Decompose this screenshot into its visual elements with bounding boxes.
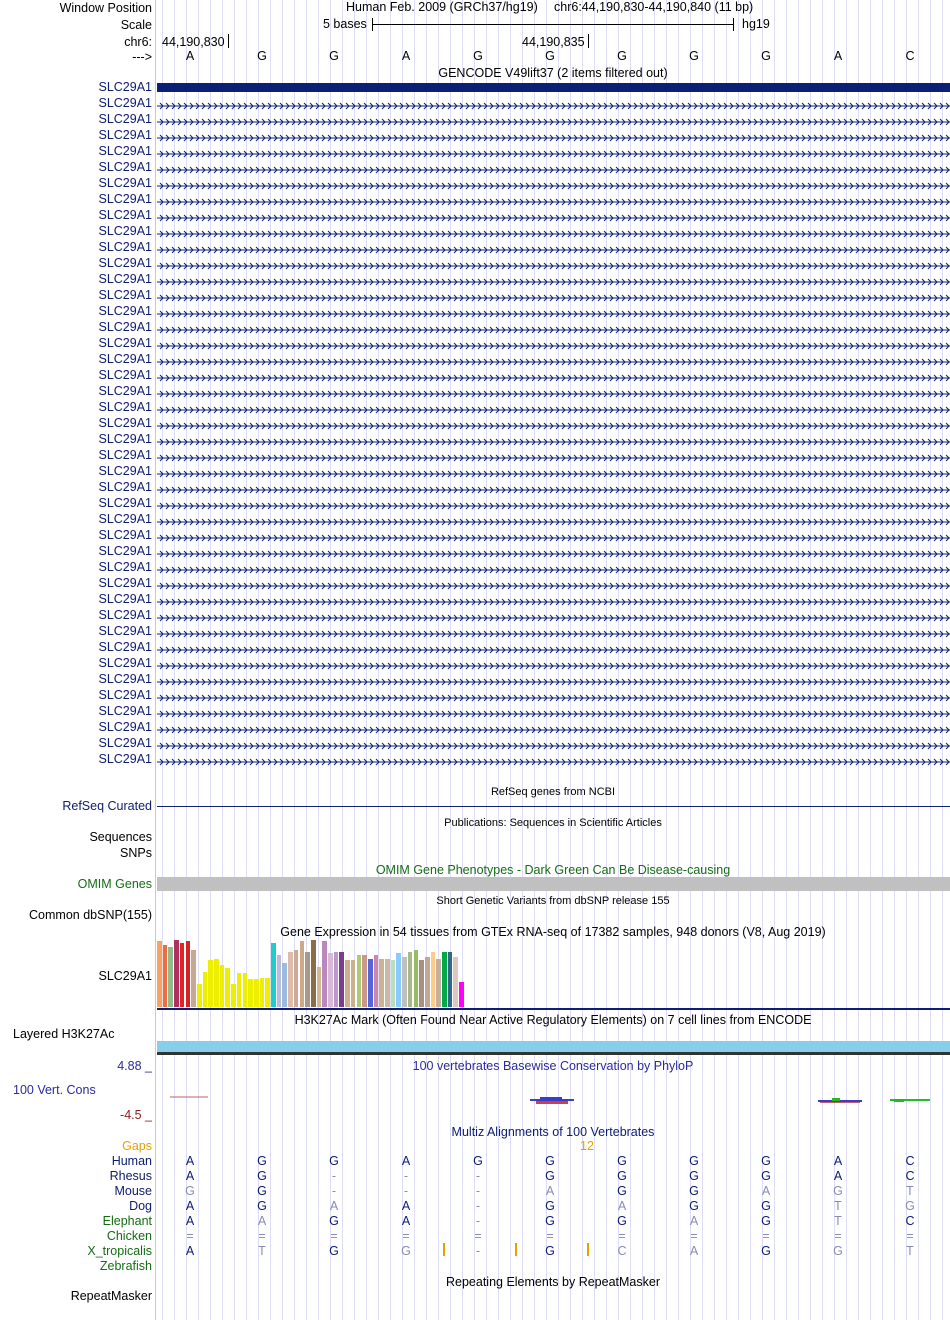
omim-title[interactable]: OMIM Gene Phenotypes - Dark Green Can Be Disease-causing — [375, 863, 731, 877]
h3k27ac-title[interactable]: H3K27Ac Mark (Often Found Near Active Regulatory Elements) on 7 cell lines from ENCODE — [294, 1013, 812, 1027]
h3k27ac-signal[interactable] — [157, 1041, 950, 1052]
gtex-tissue-bar[interactable] — [402, 957, 407, 1007]
alignment-base: A — [689, 1244, 699, 1258]
scale-text: 5 bases — [323, 17, 367, 31]
alignment-base: T — [834, 1199, 842, 1213]
alignment-base: A — [257, 1214, 267, 1228]
alignment-base: T — [906, 1184, 914, 1198]
publications-title[interactable]: Publications: Sequences in Scientific Articles — [444, 817, 662, 829]
gtex-tissue-bar[interactable] — [214, 959, 219, 1007]
gtex-tissue-bar[interactable] — [391, 960, 396, 1007]
gencode-transcript-track[interactable] — [157, 243, 950, 257]
coord-label-2: 44,190,835 — [522, 35, 585, 49]
gencode-transcript-track[interactable] — [157, 691, 950, 705]
gencode-transcript-track[interactable] — [157, 115, 950, 129]
omim-bar[interactable] — [157, 877, 950, 891]
gencode-transcript-track[interactable] — [157, 563, 950, 577]
gencode-transcript-track[interactable] — [157, 403, 950, 417]
publications-sequences-label[interactable]: Sequences — [89, 830, 152, 844]
gtex-tissue-bar[interactable] — [225, 968, 230, 1007]
sequence-base: G — [257, 49, 267, 63]
gtex-tissue-bar[interactable] — [260, 978, 265, 1007]
alignment-base: G — [761, 1154, 771, 1168]
alignment-base: - — [403, 1169, 409, 1183]
sequence-base: A — [185, 49, 195, 63]
gencode-transcript-label[interactable]: SLC29A1 — [98, 96, 152, 110]
alignment-base: G — [545, 1154, 555, 1168]
gencode-transcript-track[interactable] — [157, 499, 950, 513]
gencode-transcript-track[interactable] — [157, 451, 950, 465]
alignment-base: G — [833, 1184, 843, 1198]
alignment-base: A — [185, 1169, 195, 1183]
species-label[interactable]: Rhesus — [109, 1169, 152, 1183]
alignment-base: A — [545, 1184, 555, 1198]
sequence-base: G — [761, 49, 771, 63]
gtex-tissue-bar[interactable] — [425, 957, 430, 1007]
multiz-title[interactable]: Multiz Alignments of 100 Vertebrates — [451, 1125, 655, 1139]
gencode-transcript-label[interactable]: SLC29A1 — [98, 480, 152, 494]
gtex-tissue-bar[interactable] — [168, 947, 173, 1007]
gtex-tissue-bar[interactable] — [408, 952, 413, 1007]
alignment-base: = — [618, 1229, 626, 1243]
gtex-tissue-bar[interactable] — [237, 973, 242, 1007]
gtex-tissue-bar[interactable] — [322, 941, 327, 1007]
gtex-tissue-bar[interactable] — [334, 952, 339, 1007]
phylop-label[interactable]: 100 Vert. Cons — [13, 1083, 96, 1097]
alignment-base: A — [185, 1244, 195, 1258]
gtex-label[interactable]: SLC29A1 — [98, 969, 152, 983]
gencode-transcript-label[interactable]: SLC29A1 — [98, 448, 152, 462]
alignment-base: = — [906, 1229, 914, 1243]
gencode-transcript-track[interactable] — [157, 723, 950, 737]
gencode-transcript-track[interactable] — [157, 371, 950, 385]
gencode-transcript-label[interactable]: SLC29A1 — [98, 192, 152, 206]
scale-label[interactable]: Scale — [120, 18, 152, 32]
gencode-transcript-track[interactable] — [157, 323, 950, 337]
species-label[interactable]: Human — [111, 1154, 152, 1168]
gencode-transcript-label[interactable]: SLC29A1 — [98, 320, 152, 334]
gtex-tissue-bar[interactable] — [414, 950, 419, 1007]
gtex-tissue-bar[interactable] — [277, 955, 282, 1007]
dbsnp-label[interactable]: Common dbSNP(155) — [29, 908, 152, 922]
alignment-base: = — [402, 1229, 410, 1243]
alignment-base: G — [761, 1214, 771, 1228]
alignment-base: G — [185, 1184, 195, 1198]
species-label[interactable]: Dog — [129, 1199, 152, 1213]
gencode-transcript-label[interactable]: SLC29A1 — [98, 624, 152, 638]
alignment-base: A — [617, 1199, 627, 1213]
alignment-base: G — [761, 1169, 771, 1183]
gencode-gene-bar[interactable] — [157, 83, 950, 92]
gtex-tissue-bar[interactable] — [419, 960, 424, 1007]
gencode-transcript-label[interactable]: SLC29A1 — [98, 656, 152, 670]
gencode-transcript-track[interactable] — [157, 467, 950, 481]
gap-marker — [587, 1243, 589, 1256]
gencode-transcript-track[interactable] — [157, 419, 950, 433]
gtex-tissue-bar[interactable] — [305, 952, 310, 1007]
gencode-transcript-label[interactable]: SLC29A1 — [98, 496, 152, 510]
gtex-title[interactable]: Gene Expression in 54 tissues from GTEx RNA-seq of 17382 samples, 948 donors (V8, Aug 2019) — [280, 925, 826, 939]
alignment-base: = — [330, 1229, 338, 1243]
gencode-transcript-track[interactable] — [157, 483, 950, 497]
alignment-base: = — [474, 1229, 482, 1243]
alignment-base: C — [905, 1214, 915, 1228]
gtex-tissue-bar[interactable] — [453, 957, 458, 1007]
gencode-transcript-track[interactable] — [157, 307, 950, 321]
alignment-base: G — [257, 1184, 267, 1198]
gencode-transcript-label[interactable]: SLC29A1 — [98, 432, 152, 446]
gencode-transcript-label[interactable]: SLC29A1 — [98, 112, 152, 126]
alignment-base: C — [617, 1244, 627, 1258]
gtex-tissue-bar[interactable] — [191, 950, 196, 1007]
gencode-transcript-label[interactable]: SLC29A1 — [98, 560, 152, 574]
gencode-transcript-label[interactable]: SLC29A1 — [98, 720, 152, 734]
gtex-tissue-bar[interactable] — [317, 967, 322, 1007]
gencode-transcript-label[interactable]: SLC29A1 — [98, 400, 152, 414]
h3k27ac-label[interactable]: Layered H3K27Ac — [13, 1027, 115, 1041]
gencode-transcript-label[interactable]: SLC29A1 — [98, 352, 152, 366]
sequence-base: C — [905, 49, 915, 63]
repeatmasker-title[interactable]: Repeating Elements by RepeatMasker — [445, 1275, 660, 1289]
phylop-max: 4.88 _ — [117, 1059, 152, 1073]
alignment-base: = — [258, 1229, 266, 1243]
coord-label-1: 44,190,830 — [162, 35, 225, 49]
gtex-tissue-bar[interactable] — [431, 952, 436, 1007]
gencode-transcript-label[interactable]: SLC29A1 — [98, 160, 152, 174]
species-label[interactable]: Chicken — [106, 1229, 152, 1243]
gtex-tissue-bar[interactable] — [254, 979, 259, 1007]
phylop-min: -4.5 _ — [120, 1108, 152, 1122]
gtex-tissue-bar[interactable] — [385, 959, 390, 1007]
sequence-base: A — [401, 49, 411, 63]
gtex-tissue-bar[interactable] — [197, 984, 202, 1007]
gtex-tissue-bar[interactable] — [379, 959, 384, 1007]
gencode-transcript-label[interactable]: SLC29A1 — [98, 640, 152, 654]
alignment-base: C — [905, 1154, 915, 1168]
alignment-base: - — [331, 1184, 337, 1198]
alignment-base: - — [475, 1214, 481, 1228]
alignment-base: G — [257, 1169, 267, 1183]
gencode-transcript-track[interactable] — [157, 579, 950, 593]
gencode-transcript-label[interactable]: SLC29A1 — [98, 384, 152, 398]
gtex-tissue-bar[interactable] — [459, 982, 464, 1007]
chrom-label[interactable]: chr6: — [124, 35, 152, 49]
gtex-tissue-bar[interactable] — [220, 965, 225, 1007]
gencode-transcript-label[interactable]: SLC29A1 — [98, 704, 152, 718]
gencode-transcript-label[interactable]: SLC29A1 — [98, 288, 152, 302]
gtex-tissue-bar[interactable] — [157, 941, 162, 1007]
alignment-base: A — [761, 1184, 771, 1198]
alignment-base: C — [905, 1169, 915, 1183]
gencode-transcript-track[interactable] — [157, 355, 950, 369]
alignment-base: A — [833, 1154, 843, 1168]
gencode-transcript-track[interactable] — [157, 531, 950, 545]
gtex-tissue-bar[interactable] — [311, 940, 316, 1007]
gencode-transcript-track[interactable] — [157, 707, 950, 721]
gencode-transcript-label[interactable]: SLC29A1 — [98, 752, 152, 766]
alignment-base: A — [185, 1154, 195, 1168]
refseq-gene-line[interactable] — [157, 806, 950, 807]
alignment-base: G — [545, 1169, 555, 1183]
alignment-base: = — [546, 1229, 554, 1243]
alignment-base: - — [475, 1184, 481, 1198]
sequence-base: G — [617, 49, 627, 63]
gencode-transcript-track[interactable] — [157, 291, 950, 305]
gencode-transcript-label[interactable]: SLC29A1 — [98, 672, 152, 686]
gencode-transcript-track[interactable] — [157, 755, 950, 769]
sequence-base: A — [833, 49, 843, 63]
publications-snps-label[interactable]: SNPs — [120, 846, 152, 860]
alignment-base: G — [761, 1244, 771, 1258]
alignment-base: A — [401, 1214, 411, 1228]
gtex-baseline — [157, 1008, 950, 1010]
gap-marker — [443, 1243, 445, 1256]
alignment-base: A — [833, 1169, 843, 1183]
gtex-tissue-bar[interactable] — [231, 984, 236, 1007]
gencode-transcript-label[interactable]: SLC29A1 — [98, 176, 152, 190]
gencode-transcript-track[interactable] — [157, 595, 950, 609]
gtex-tissue-bar[interactable] — [339, 952, 344, 1007]
gencode-transcript-label[interactable]: SLC29A1 — [98, 240, 152, 254]
alignment-base: G — [689, 1199, 699, 1213]
alignment-base: A — [689, 1214, 699, 1228]
gencode-transcript-label[interactable]: SLC29A1 — [98, 336, 152, 350]
position-text: chr6:44,190,830-44,190,840 (11 bp) — [554, 0, 754, 14]
gencode-transcript-track[interactable] — [157, 627, 950, 641]
dbsnp-title[interactable]: Short Genetic Variants from dbSNP release 155 — [436, 895, 670, 907]
gtex-tissue-bar[interactable] — [294, 950, 299, 1007]
gencode-transcript-track[interactable] — [157, 195, 950, 209]
gtex-tissue-bar[interactable] — [374, 955, 379, 1007]
phylop-signal[interactable] — [156, 1090, 950, 1110]
gtex-tissue-bar[interactable] — [208, 960, 213, 1007]
gencode-transcript-label[interactable]: SLC29A1 — [98, 272, 152, 286]
gtex-tissue-bar[interactable] — [174, 940, 179, 1007]
alignment-base: A — [185, 1199, 195, 1213]
gtex-tissue-bar[interactable] — [345, 960, 350, 1007]
species-label[interactable]: X_tropicalis — [87, 1244, 152, 1258]
alignment-base: G — [329, 1244, 339, 1258]
sequence-base: G — [689, 49, 699, 63]
gencode-transcript-label[interactable]: SLC29A1 — [98, 544, 152, 558]
gtex-tissue-bar[interactable] — [203, 972, 208, 1007]
coord-tick-2 — [588, 34, 589, 48]
omim-label[interactable]: OMIM Genes — [77, 877, 152, 891]
alignment-base: G — [257, 1199, 267, 1213]
repeatmasker-label[interactable]: RepeatMasker — [70, 1289, 152, 1303]
gencode-transcript-label[interactable]: SLC29A1 — [98, 592, 152, 606]
alignment-base: - — [475, 1199, 481, 1213]
gtex-tissue-bar[interactable] — [368, 959, 373, 1007]
species-label[interactable]: Zebrafish — [99, 1259, 152, 1273]
alignment-base: G — [761, 1199, 771, 1213]
gtex-tissue-bar[interactable] — [448, 952, 453, 1007]
gencode-title[interactable]: GENCODE V49lift37 (2 items filtered out) — [438, 66, 668, 80]
scale-db: hg19 — [742, 17, 770, 31]
gencode-transcript-track[interactable] — [157, 739, 950, 753]
sequence-base: G — [545, 49, 555, 63]
gencode-transcript-track[interactable] — [157, 227, 950, 241]
alignment-base: T — [258, 1244, 266, 1258]
gap-count: 12 — [580, 1139, 594, 1153]
gtex-tissue-bar[interactable] — [265, 978, 270, 1007]
sequence-base: G — [473, 49, 483, 63]
alignment-base: G — [545, 1214, 555, 1228]
gencode-transcript-track[interactable] — [157, 643, 950, 657]
gtex-tissue-bar[interactable] — [351, 960, 356, 1007]
gtex-tissue-bar[interactable] — [163, 945, 168, 1007]
gtex-tissue-bar[interactable] — [396, 953, 401, 1007]
gencode-transcript-label[interactable]: SLC29A1 — [98, 416, 152, 430]
gencode-transcript-track[interactable] — [157, 163, 950, 177]
gencode-transcript-track[interactable] — [157, 99, 950, 113]
gencode-transcript-label[interactable]: SLC29A1 — [98, 608, 152, 622]
gtex-tissue-bar[interactable] — [300, 941, 305, 1007]
window-position-label[interactable]: Window Position — [59, 1, 152, 15]
scale-bar — [372, 24, 733, 25]
coord-tick-1 — [228, 34, 229, 48]
gencode-transcript-track[interactable] — [157, 435, 950, 449]
alignment-base: - — [331, 1169, 337, 1183]
gencode-transcript-label[interactable]: SLC29A1 — [98, 208, 152, 222]
alignment-base: G — [833, 1244, 843, 1258]
species-label[interactable]: Mouse — [114, 1184, 152, 1198]
alignment-base: G — [329, 1154, 339, 1168]
alignment-base: A — [401, 1199, 411, 1213]
gtex-tissue-bar[interactable] — [362, 955, 367, 1007]
refseq-label[interactable]: RefSeq Curated — [62, 799, 152, 813]
alignment-base: G — [617, 1169, 627, 1183]
scale-bar-right-tick — [733, 18, 734, 31]
alignment-base: = — [834, 1229, 842, 1243]
gencode-transcript-track[interactable] — [157, 339, 950, 353]
gtex-tissue-bar[interactable] — [282, 963, 287, 1007]
alignment-base: - — [475, 1244, 481, 1258]
gtex-tissue-bar[interactable] — [436, 959, 441, 1007]
gaps-label[interactable]: Gaps — [122, 1139, 152, 1153]
alignment-base: = — [690, 1229, 698, 1243]
gtex-tissue-bar[interactable] — [180, 943, 185, 1007]
gencode-transcript-track[interactable] — [157, 275, 950, 289]
phylop-title[interactable]: 100 vertebrates Basewise Conservation by PhyloP — [412, 1059, 694, 1073]
alignment-base: T — [906, 1244, 914, 1258]
alignment-base: G — [689, 1169, 699, 1183]
alignment-base: G — [617, 1214, 627, 1228]
h3k27ac-base — [157, 1052, 950, 1055]
alignment-base: G — [545, 1244, 555, 1258]
alignment-base: G — [617, 1184, 627, 1198]
alignment-base: G — [329, 1214, 339, 1228]
gencode-transcript-label[interactable]: SLC29A1 — [98, 688, 152, 702]
gencode-transcript-label[interactable]: SLC29A1 — [98, 512, 152, 526]
gtex-tissue-bar[interactable] — [243, 973, 248, 1007]
alignment-base: G — [905, 1199, 915, 1213]
alignment-base: A — [329, 1199, 339, 1213]
gencode-transcript-track[interactable] — [157, 259, 950, 273]
gencode-transcript-track[interactable] — [157, 659, 950, 673]
assembly-title: Human Feb. 2009 (GRCh37/hg19) — [346, 0, 538, 14]
gtex-tissue-bar[interactable] — [248, 979, 253, 1007]
gap-marker — [515, 1243, 517, 1256]
alignment-base: - — [475, 1169, 481, 1183]
gencode-transcript-track[interactable] — [157, 387, 950, 401]
alignment-base: G — [617, 1154, 627, 1168]
alignment-base: G — [257, 1154, 267, 1168]
alignment-base: - — [403, 1184, 409, 1198]
gencode-transcript-track[interactable] — [157, 611, 950, 625]
species-label[interactable]: Elephant — [102, 1214, 152, 1228]
gencode-transcript-track[interactable] — [157, 547, 950, 561]
gencode-transcript-track[interactable] — [157, 211, 950, 225]
alignment-base: G — [545, 1199, 555, 1213]
alignment-base: T — [834, 1214, 842, 1228]
sequence-base: G — [329, 49, 339, 63]
gencode-transcript-label[interactable]: SLC29A1 — [98, 144, 152, 158]
gencode-transcript-track[interactable] — [157, 131, 950, 145]
gencode-transcript-label[interactable]: SLC29A1 — [98, 576, 152, 590]
alignment-base: = — [186, 1229, 194, 1243]
gencode-transcript-label[interactable]: SLC29A1 — [98, 80, 152, 94]
gencode-transcript-label[interactable]: SLC29A1 — [98, 528, 152, 542]
alignment-base: = — [762, 1229, 770, 1243]
strand-label[interactable]: ---> — [132, 50, 152, 64]
gtex-tissue-bar[interactable] — [357, 955, 362, 1007]
gencode-transcript-track[interactable] — [157, 179, 950, 193]
alignment-base: A — [401, 1154, 411, 1168]
gtex-tissue-bar[interactable] — [186, 941, 191, 1007]
alignment-base: A — [185, 1214, 195, 1228]
alignment-base: G — [401, 1244, 411, 1258]
gencode-transcript-label[interactable]: SLC29A1 — [98, 368, 152, 382]
gtex-tissue-bar[interactable] — [328, 953, 333, 1007]
gencode-transcript-label[interactable]: SLC29A1 — [98, 304, 152, 318]
gencode-transcript-label[interactable]: SLC29A1 — [98, 256, 152, 270]
alignment-base: G — [473, 1154, 483, 1168]
alignment-base: G — [689, 1154, 699, 1168]
gencode-transcript-label[interactable]: SLC29A1 — [98, 224, 152, 238]
gtex-tissue-bar[interactable] — [271, 943, 276, 1007]
gencode-transcript-track[interactable] — [157, 675, 950, 689]
gencode-transcript-label[interactable]: SLC29A1 — [98, 464, 152, 478]
gtex-tissue-bar[interactable] — [442, 952, 447, 1007]
gencode-transcript-label[interactable]: SLC29A1 — [98, 128, 152, 142]
gencode-transcript-track[interactable] — [157, 515, 950, 529]
gencode-transcript-track[interactable] — [157, 147, 950, 161]
refseq-title[interactable]: RefSeq genes from NCBI — [490, 786, 616, 798]
gtex-tissue-bar[interactable] — [288, 952, 293, 1007]
alignment-base: G — [689, 1184, 699, 1198]
gencode-transcript-label[interactable]: SLC29A1 — [98, 736, 152, 750]
